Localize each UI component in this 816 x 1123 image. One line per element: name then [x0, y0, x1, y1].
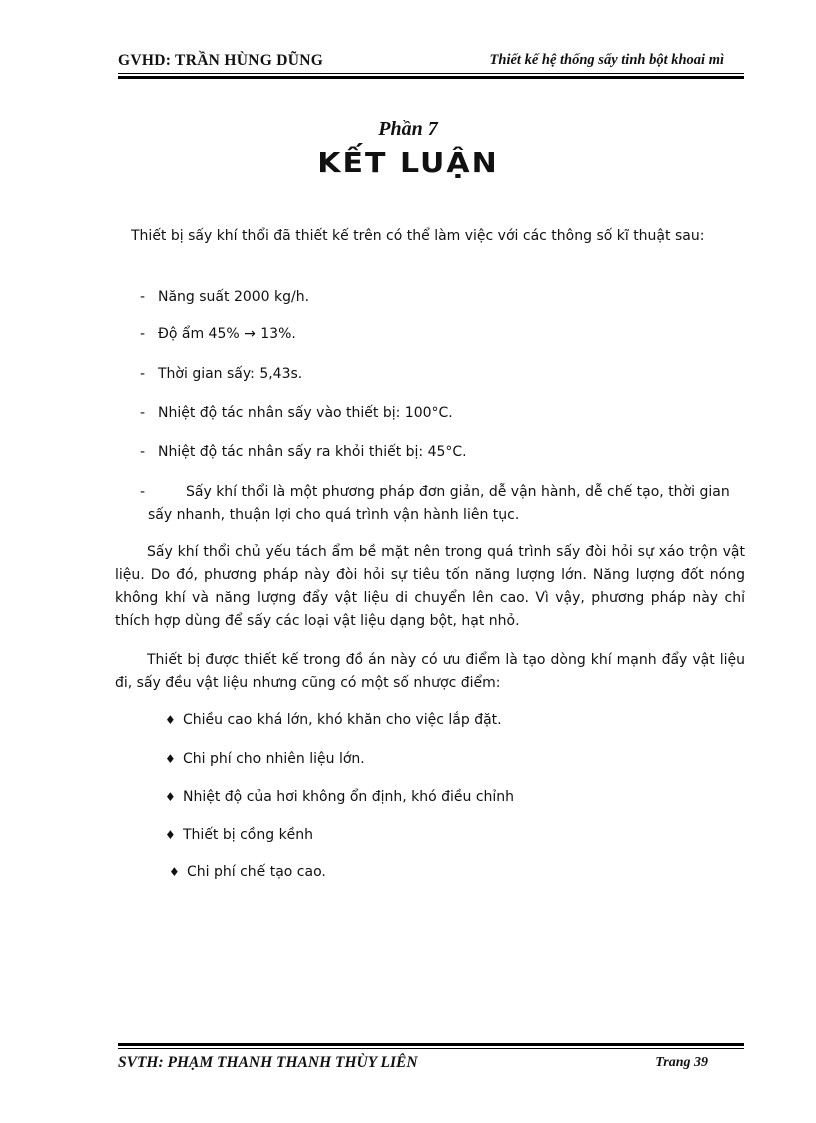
drawback-text: Chi phí cho nhiên liệu lớn. — [183, 751, 365, 767]
diamond-bullet-icon: ♦ — [169, 865, 180, 879]
spec-text: Thời gian sấy: 5,43s. — [158, 366, 303, 382]
diamond-bullet-icon: ♦ — [165, 828, 176, 842]
header-rule-thin — [118, 73, 744, 74]
paragraph-2: Sấy khí thổi chủ yếu tách ẩm bề mặt nên trong quá trình sấy đòi hỏi sự xáo trộn vật liệu. Do đó, phương pháp này đòi hỏi sự tiêu tốn năng lượng lớn. Năng lượng đốt nóng không khí và năng lượng đẩy vật liệu di chuyển lên cao. Vì vậy, phương pháp này chỉ thích hợp dùng để sấy các loại vật liệu dạng bột, hạt nhỏ. — [115, 544, 745, 629]
paragraph-3: Thiết bị được thiết kế trong đồ án này có ưu điểm là tạo dòng khí mạnh đẩy vật liệu đi, sấy đều vật liệu nhưng cũng có một số nhược điểm: — [115, 652, 745, 691]
intro-paragraph: Thiết bị sấy khí thổi đã thiết kế trên có thể làm việc với các thông số kĩ thuật sau: — [131, 228, 705, 244]
spec-item: - Thời gian sấy: 5,43s. — [140, 366, 303, 382]
drawback-item — [165, 825, 313, 845]
section-title: KẾT LUẬN — [317, 147, 499, 180]
document-title: Thiết kế hệ thống sấy tinh bột khoai mì — [489, 52, 724, 68]
footer-rule-thin — [118, 1048, 744, 1049]
spec-text: Độ ẩm 45% → 13%. — [158, 326, 296, 342]
spec-item: - Độ ẩm 45% → 13%. — [140, 326, 296, 342]
diamond-bullet-icon: ♦ — [165, 713, 176, 727]
page-number: Trang 39 — [655, 1055, 708, 1070]
page-footer — [118, 1054, 744, 1078]
spec-text: Nhiệt độ tác nhân sấy vào thiết bị: 100°C. — [158, 405, 453, 421]
part-label: Phần 7 — [378, 118, 438, 140]
drawback-item — [169, 862, 326, 882]
drawback-text: Thiết bị cồng kềnh — [183, 827, 314, 843]
spec-item: - Nhiệt độ tác nhân sấy vào thiết bị: 100°C. — [140, 405, 453, 421]
drawback-item — [165, 749, 365, 769]
drawback-text: Nhiệt độ của hơi không ổn định, khó điều chỉnh — [183, 789, 515, 805]
spec-item: - Nhiệt độ tác nhân sấy ra khỏi thiết bị: 45°C. — [140, 444, 467, 460]
diamond-bullet-icon: ♦ — [165, 752, 176, 766]
spec-extra-text: Sấy khí thổi là một phương pháp đơn giản, dễ vận hành, dễ chế tạo, thời gian sấy nhanh, thuận lợi cho quá trình vận hành liên tục. — [148, 484, 730, 523]
spec-text: Năng suất 2000 kg/h. — [158, 289, 310, 305]
drawback-text: Chi phí chế tạo cao. — [187, 864, 326, 880]
spec-item: - Năng suất 2000 kg/h. — [140, 289, 310, 305]
page-header — [118, 50, 744, 74]
drawback-text: Chiều cao khá lớn, khó khăn cho việc lắp đặt. — [183, 712, 502, 728]
spec-text: Nhiệt độ tác nhân sấy ra khỏi thiết bị: 45°C. — [158, 444, 467, 460]
header-rule-thick — [118, 76, 744, 79]
advisor-name: GVHD: TRẦN HÙNG DŨNG — [118, 52, 324, 69]
spec-item-extended: - Sấy khí thổi là một phương pháp đơn giản, dễ vận hành, dễ chế tạo, thời gian sấy nhanh, thuận lợi cho quá trình vận hành liên tục. — [140, 481, 745, 527]
drawback-item — [165, 710, 502, 730]
student-name: SVTH: PHẠM THANH THANH THÙY LIÊN — [118, 1054, 418, 1071]
drawback-item — [165, 787, 514, 807]
diamond-bullet-icon: ♦ — [165, 790, 176, 804]
footer-rule-thick — [118, 1043, 744, 1046]
